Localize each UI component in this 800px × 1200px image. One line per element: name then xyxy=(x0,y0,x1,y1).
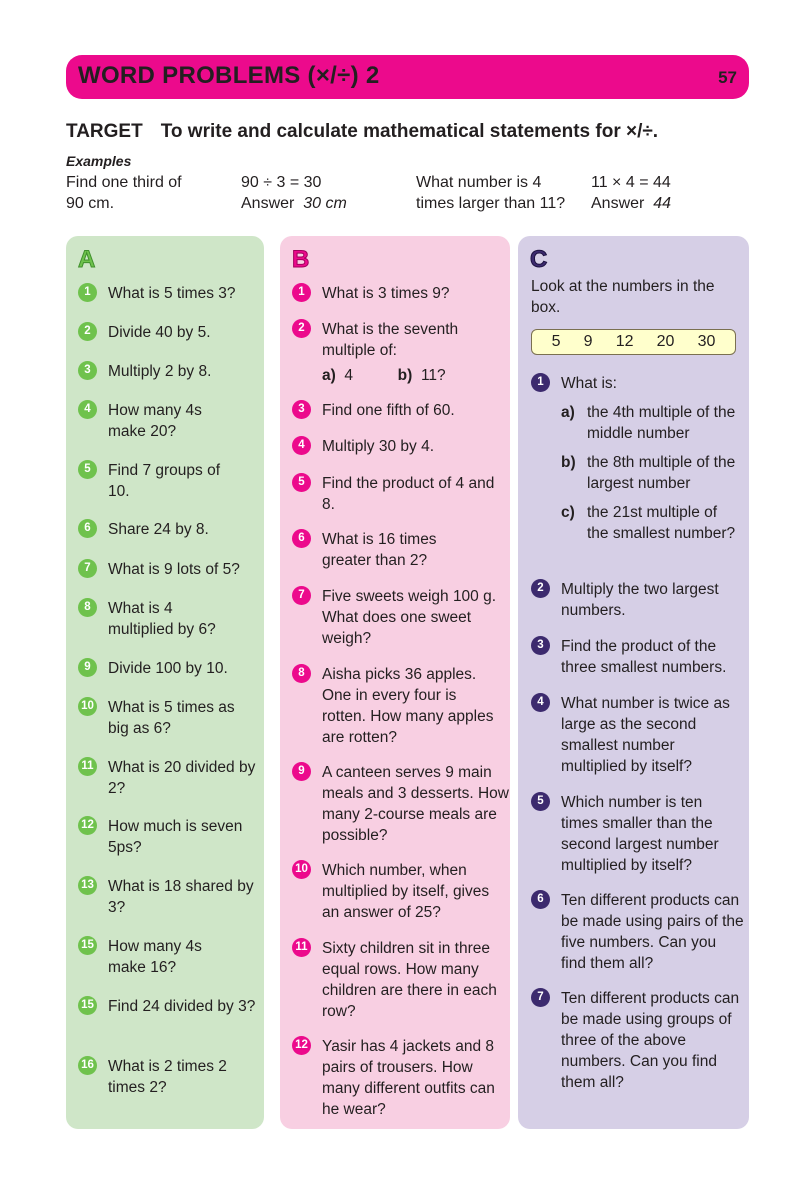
question-number: 11 xyxy=(78,757,97,776)
question-a5 xyxy=(78,460,243,502)
example-2-calc: 11 × 4 = 44 xyxy=(591,174,671,191)
question-number: 7 xyxy=(531,988,550,1007)
example-2-question-line1: What number is 4 xyxy=(416,174,542,191)
question-number: 4 xyxy=(292,436,311,455)
part-label: a) xyxy=(322,367,336,384)
question-b11 xyxy=(292,938,504,1022)
question-a8 xyxy=(78,598,238,640)
question-a7 xyxy=(78,559,263,580)
question-number: 8 xyxy=(78,598,97,617)
question-text: Find 7 groups of 10. xyxy=(108,462,221,500)
title-banner xyxy=(66,55,749,99)
question-text: Find one fifth of 60. xyxy=(322,402,455,419)
question-number: 1 xyxy=(78,283,97,302)
question-number: 6 xyxy=(531,890,550,909)
question-c4 xyxy=(531,693,743,777)
question-text: Which number is ten times smaller than the second largest number multiplied by itself? xyxy=(561,794,719,874)
question-number: 15 xyxy=(78,936,97,955)
question-text: Multiply 30 by 4. xyxy=(322,438,434,455)
question-number: 3 xyxy=(78,361,97,380)
question-text: What number is twice as large as the second smallest number multiplied by itself? xyxy=(561,695,730,775)
question-b1 xyxy=(292,283,502,304)
question-text: How many 4s make 20? xyxy=(108,402,202,440)
question-number: 9 xyxy=(292,762,311,781)
question-number: 1 xyxy=(292,283,311,302)
example-2-answer-value: 44 xyxy=(653,195,672,212)
question-b4 xyxy=(292,436,502,457)
question-text: How many 4s make 16? xyxy=(108,938,202,976)
section-a-letter: A xyxy=(78,246,96,273)
example-2-answer xyxy=(591,193,671,214)
example-1-working xyxy=(241,172,347,214)
question-text: Aisha picks 36 apples. One in every four is rotten. How many apples are rotten? xyxy=(322,666,494,746)
example-1-question-line1: Find one third of xyxy=(66,174,182,191)
part-value: 11? xyxy=(420,367,446,384)
question-b3 xyxy=(292,400,502,421)
question-c3 xyxy=(531,636,743,678)
question-b12 xyxy=(292,1036,507,1120)
question-number: 11 xyxy=(292,938,311,957)
box-number: 12 xyxy=(615,333,634,350)
section-a-panel xyxy=(66,236,264,1129)
question-number: 7 xyxy=(292,586,311,605)
page-title: WORD PROBLEMS (×/÷) 2 xyxy=(78,62,380,89)
question-c5 xyxy=(531,792,743,876)
question-b2 xyxy=(292,319,487,386)
question-c1-part-c xyxy=(561,502,736,544)
question-text: What is 16 times greater than 2? xyxy=(322,531,437,569)
question-a13 xyxy=(78,876,258,918)
question-text: What is 9 lots of 5? xyxy=(108,561,240,578)
part-label: a) xyxy=(561,404,575,421)
question-number: 1 xyxy=(531,373,550,392)
example-1-question xyxy=(66,172,182,214)
question-text: Sixty children sit in three equal rows. How many children are there in each row? xyxy=(322,940,497,1020)
section-b-panel xyxy=(280,236,510,1129)
question-text: What is 5 times as big as 6? xyxy=(108,699,235,737)
question-b2-parts xyxy=(322,365,487,386)
question-text: Find 24 divided by 3? xyxy=(108,998,256,1015)
question-c2 xyxy=(531,579,743,621)
target-text: To write and calculate mathematical statements for ×/÷. xyxy=(160,121,659,142)
part-label: b) xyxy=(561,454,576,471)
question-number: 6 xyxy=(292,529,311,548)
question-b6 xyxy=(292,529,467,571)
question-number: 10 xyxy=(78,697,97,716)
question-a3 xyxy=(78,361,258,382)
question-a16 xyxy=(78,1056,243,1098)
question-text: Find the product of 4 and 8. xyxy=(322,475,495,513)
question-number: 3 xyxy=(292,400,311,419)
question-text: What is 20 divided by 2? xyxy=(108,759,256,797)
question-text: Find the product of the three smallest numbers. xyxy=(561,638,727,676)
question-text: How much is seven 5ps? xyxy=(108,818,243,856)
box-number: 30 xyxy=(697,333,716,350)
section-b-letter: B xyxy=(292,246,310,273)
part-text: the 8th multiple of the largest number xyxy=(587,454,736,492)
question-number: 6 xyxy=(78,519,97,538)
example-1-calc: 90 ÷ 3 = 30 xyxy=(241,174,322,191)
box-number: 5 xyxy=(551,333,561,350)
question-a10 xyxy=(78,697,253,739)
question-c6 xyxy=(531,890,745,974)
question-number: 2 xyxy=(78,322,97,341)
question-text: What is 2 times 2 times 2? xyxy=(108,1058,227,1096)
question-text: Ten different products can be made using pairs of the five numbers. Can you find them all? xyxy=(561,892,744,972)
question-text: What is the seventh multiple of: xyxy=(322,321,459,359)
example-2-working xyxy=(591,172,671,214)
question-text: Ten different products can be made using groups of three of the above numbers. Can you find them all? xyxy=(561,990,740,1091)
part-label: b) xyxy=(397,367,413,384)
question-text: What is 18 shared by 3? xyxy=(108,878,254,916)
question-number: 15 xyxy=(78,996,97,1015)
section-c-intro: Look at the numbers in the box. xyxy=(531,278,715,316)
question-text: What is 3 times 9? xyxy=(322,285,450,302)
question-number: 13 xyxy=(78,876,97,895)
question-a12 xyxy=(78,816,262,858)
question-text: What is 5 times 3? xyxy=(108,285,236,302)
number-box xyxy=(531,329,736,355)
question-a2 xyxy=(78,322,258,343)
question-text: What is: xyxy=(561,375,617,392)
question-c1-part-a xyxy=(561,402,736,444)
question-number: 10 xyxy=(292,860,311,879)
question-b10 xyxy=(292,860,504,923)
example-2-question-line2: times larger than 11? xyxy=(416,195,566,212)
question-text: Five sweets weigh 100 g. What does one sweet weigh? xyxy=(322,588,497,647)
part-text: the 4th multiple of the middle number xyxy=(587,404,736,442)
question-number: 8 xyxy=(292,664,311,683)
target-statement xyxy=(66,121,658,143)
question-number: 9 xyxy=(78,658,97,677)
question-number: 5 xyxy=(78,460,97,479)
question-number: 12 xyxy=(78,816,97,835)
question-text: What is 4 multiplied by 6? xyxy=(108,600,216,638)
question-text: Share 24 by 8. xyxy=(108,521,209,538)
question-number: 5 xyxy=(292,473,311,492)
example-2-question xyxy=(416,172,565,214)
question-b9 xyxy=(292,762,510,846)
question-a15 xyxy=(78,996,260,1017)
example-1-question-line2: 90 cm. xyxy=(66,195,115,212)
question-number: 16 xyxy=(78,1056,97,1075)
question-number: 4 xyxy=(531,693,550,712)
part-label: c) xyxy=(561,504,575,521)
example-1-answer-value: 30 cm xyxy=(303,195,347,212)
question-number: 3 xyxy=(531,636,550,655)
box-number: 20 xyxy=(656,333,675,350)
question-text: Divide 100 by 10. xyxy=(108,660,228,677)
section-c-letter: C xyxy=(530,246,548,273)
target-keyword: TARGET xyxy=(66,121,143,142)
question-text: Multiply the two largest numbers. xyxy=(561,581,719,619)
question-number: 12 xyxy=(292,1036,311,1055)
question-c1 xyxy=(531,373,741,394)
question-a6 xyxy=(78,519,258,540)
question-b8 xyxy=(292,664,504,748)
question-number: 5 xyxy=(531,792,550,811)
examples-heading: Examples xyxy=(66,153,132,169)
question-b5 xyxy=(292,473,497,515)
question-c1-part-b xyxy=(561,452,746,494)
question-b7 xyxy=(292,586,504,649)
page-number: 57 xyxy=(718,68,737,87)
question-text: Which number, when multiplied by itself, gives an answer of 25? xyxy=(322,862,490,921)
section-c-panel xyxy=(518,236,749,1129)
box-number: 9 xyxy=(583,333,593,350)
question-a14 xyxy=(78,936,228,978)
question-text: Multiply 2 by 8. xyxy=(108,363,212,380)
question-a11 xyxy=(78,757,258,799)
example-1-answer xyxy=(241,193,347,214)
example-1-answer-label: Answer xyxy=(241,195,295,212)
question-text: Divide 40 by 5. xyxy=(108,324,211,341)
question-a4 xyxy=(78,400,228,442)
question-number: 2 xyxy=(292,319,311,338)
question-c7 xyxy=(531,988,741,1093)
question-number: 7 xyxy=(78,559,97,578)
question-a9 xyxy=(78,658,263,679)
question-text: Yasir has 4 jackets and 8 pairs of trousers. How many different outfits can he wear? xyxy=(322,1038,495,1118)
part-text: the 21st multiple of the smallest number? xyxy=(587,504,736,542)
question-number: 2 xyxy=(531,579,550,598)
question-text: A canteen serves 9 main meals and 3 desserts. How many 2-course meals are possible? xyxy=(322,764,509,844)
question-number: 4 xyxy=(78,400,97,419)
example-2-answer-label: Answer xyxy=(591,195,645,212)
question-a1 xyxy=(78,283,258,304)
part-value: 4 xyxy=(344,367,354,384)
